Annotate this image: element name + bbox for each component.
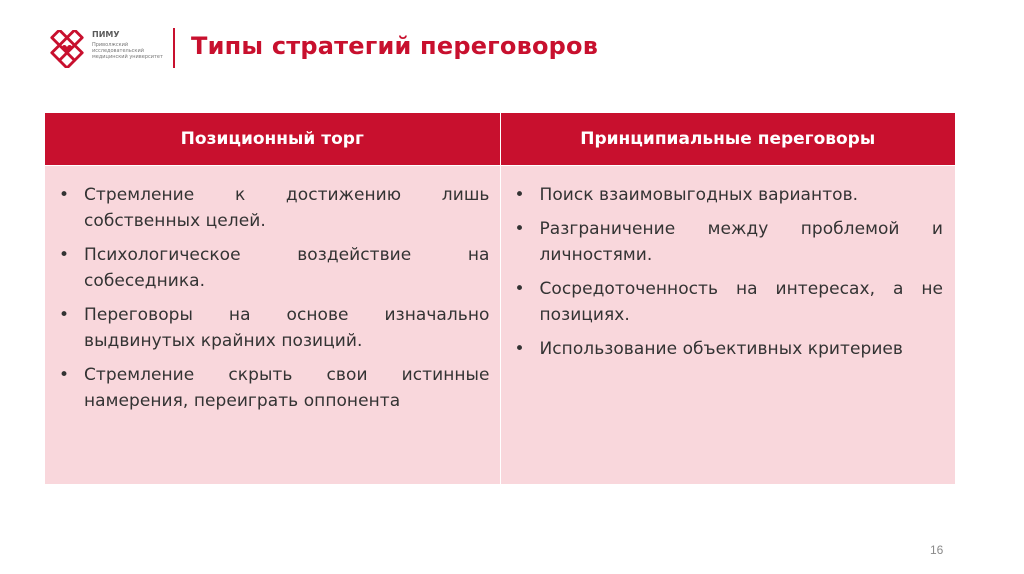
list-item: • Психологическое воздействие на собеседника. — [59, 242, 490, 294]
logo-subtitle-line: медицинский университет — [92, 54, 163, 61]
strategy-comparison-table — [44, 112, 956, 485]
principled-negotiation-list — [515, 182, 944, 362]
list-item: • Стремление скрыть свои истинные намерения, переиграть оппонента — [59, 362, 490, 414]
page-number: 16 — [930, 543, 944, 557]
logo-subtitle-line: исследовательский — [92, 48, 144, 55]
table-header — [45, 113, 956, 166]
list-item: • Переговоры на основе изначально выдвинутых крайних позиций. — [59, 302, 490, 354]
page-title: Типы стратегий переговоров — [191, 32, 599, 60]
list-item: • Разграничение между проблемой и личностями. — [515, 216, 944, 268]
table-body — [45, 166, 956, 485]
logo-name: ПИМУ — [92, 30, 120, 39]
list-item: • Использование объективных критериев — [515, 336, 944, 362]
title-divider — [173, 28, 175, 68]
column-header-positional-bargaining: Позиционный торг — [45, 113, 501, 166]
positional-bargaining-cell — [45, 166, 501, 485]
column-header-principled-negotiation: Принципиальные переговоры — [500, 113, 956, 166]
list-item: • Стремление к достижению лишь собственных целей. — [59, 182, 490, 234]
list-item: • Поиск взаимовыгодных вариантов. — [515, 182, 944, 208]
logo — [48, 26, 168, 70]
table-row — [45, 166, 956, 485]
university-logo-icon — [48, 30, 86, 68]
list-item: • Сосредоточенность на интересах, а не позициях. — [515, 276, 944, 328]
principled-negotiation-cell — [500, 166, 956, 485]
table-header-row — [45, 113, 956, 166]
logo-subtitle-line: Приволжский — [92, 41, 129, 48]
logo-text — [92, 31, 167, 61]
positional-bargaining-list — [59, 182, 490, 414]
